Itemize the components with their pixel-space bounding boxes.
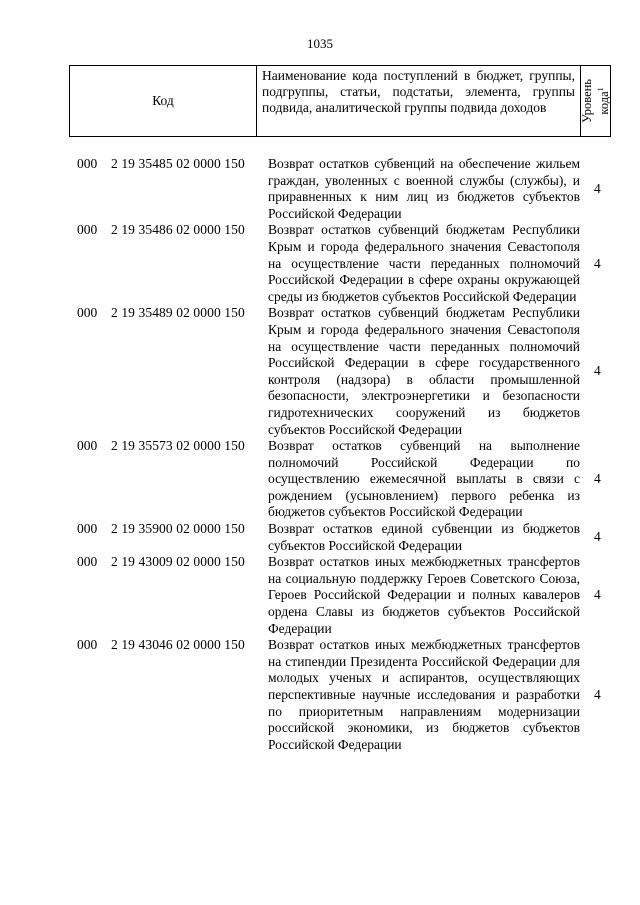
header-level-cell bbox=[581, 66, 610, 136]
row-prefix: 000 bbox=[77, 521, 98, 537]
row-name: Возврат остатков субвенций бюджетам Республики Крым и города федерального значения Севастополя на осуществление части переданных полномочий Российской Федерации в сфере государственного контроля (надзора) в области промышленной безопасности, электроэнергетики и безопасности гидротехнических сооружений из бюджетов субъектов Российской Федерации bbox=[268, 305, 580, 437]
header-code-cell bbox=[70, 66, 257, 136]
row-level: 4 bbox=[594, 587, 601, 603]
table-row bbox=[0, 222, 640, 305]
row-name: Возврат остатков иных межбюджетных трансфертов на стипендии Президента Российской Федерации для молодых ученых и аспирантов, осуществляющих перспективные научные исследования и разработки по приоритетным направлениям модернизации российской экономики, из бюджетов субъектов Российской Федерации bbox=[268, 637, 580, 752]
header-level-label: Уровень кода bbox=[579, 78, 611, 124]
row-prefix: 000 bbox=[77, 438, 98, 454]
page-number: 1035 bbox=[307, 36, 333, 51]
table-row bbox=[0, 637, 640, 753]
header-level-rotated bbox=[580, 67, 610, 135]
header-name-label: Наименование кода поступлений в бюджет, группы, подгруппы, статьи, подстатьи, элемента, группы подвида, аналитической группы подвида доходов bbox=[262, 68, 575, 115]
row-level: 4 bbox=[594, 687, 601, 702]
header-code-label: Код bbox=[152, 93, 174, 108]
row-code: 2 19 43009 02 0000 150 bbox=[111, 554, 245, 570]
row-level: 4 bbox=[594, 529, 601, 545]
table-body bbox=[0, 156, 640, 753]
header-name-cell bbox=[257, 66, 581, 136]
row-level: 4 bbox=[594, 255, 601, 271]
table-header bbox=[69, 65, 611, 137]
row-prefix: 000 bbox=[77, 637, 98, 653]
row-name: Возврат остатков единой субвенции из бюджетов субъектов Российской Федерации bbox=[268, 521, 580, 553]
row-name: Возврат остатков иных межбюджетных трансфертов на социальную поддержку Героев Советского Союза, Героев Российской Федерации и полных кавалеров ордена Славы из бюджетов субъектов Российской Федерации bbox=[268, 554, 580, 636]
row-name: Возврат остатков субвенций бюджетам Республики Крым и города федерального значения Севастополя на осуществление части переданных полномочий Российской Федерации в сфере охраны окружающей среды из бюджетов субъектов Российской Федерации bbox=[268, 222, 580, 304]
row-code: 2 19 35486 02 0000 150 bbox=[111, 222, 245, 238]
table-row bbox=[0, 554, 640, 637]
row-level: 4 bbox=[594, 363, 601, 379]
row-prefix: 000 bbox=[77, 554, 98, 570]
table-row bbox=[0, 156, 640, 222]
row-name: Возврат остатков субвенций на выполнение полномочий Российской Федерации по осуществлению ежемесячной выплаты в связи с рождением (усыновлением) первого ребенка из бюджетов субъектов Российской Федерации bbox=[268, 438, 580, 520]
table-row bbox=[0, 438, 640, 521]
row-name: Возврат остатков субвенций на обеспечение жильем граждан, уволенных с военной службы (службы), и приравненных к ним лиц из бюджетов субъектов Российской Федерации bbox=[268, 156, 580, 221]
row-code: 2 19 35489 02 0000 150 bbox=[111, 305, 245, 321]
row-code: 2 19 35573 02 0000 150 bbox=[111, 438, 245, 454]
table-row bbox=[0, 521, 640, 554]
row-level: 4 bbox=[594, 471, 601, 487]
row-code: 2 19 35900 02 0000 150 bbox=[111, 521, 245, 537]
table-row bbox=[0, 305, 640, 438]
row-level: 4 bbox=[594, 180, 601, 196]
row-code: 2 19 35485 02 0000 150 bbox=[111, 156, 245, 171]
header-level-footnote: 1 bbox=[595, 87, 605, 92]
row-prefix: 000 bbox=[77, 156, 98, 171]
row-prefix: 000 bbox=[77, 222, 98, 238]
row-code: 2 19 43046 02 0000 150 bbox=[111, 637, 245, 653]
row-prefix: 000 bbox=[77, 305, 98, 321]
